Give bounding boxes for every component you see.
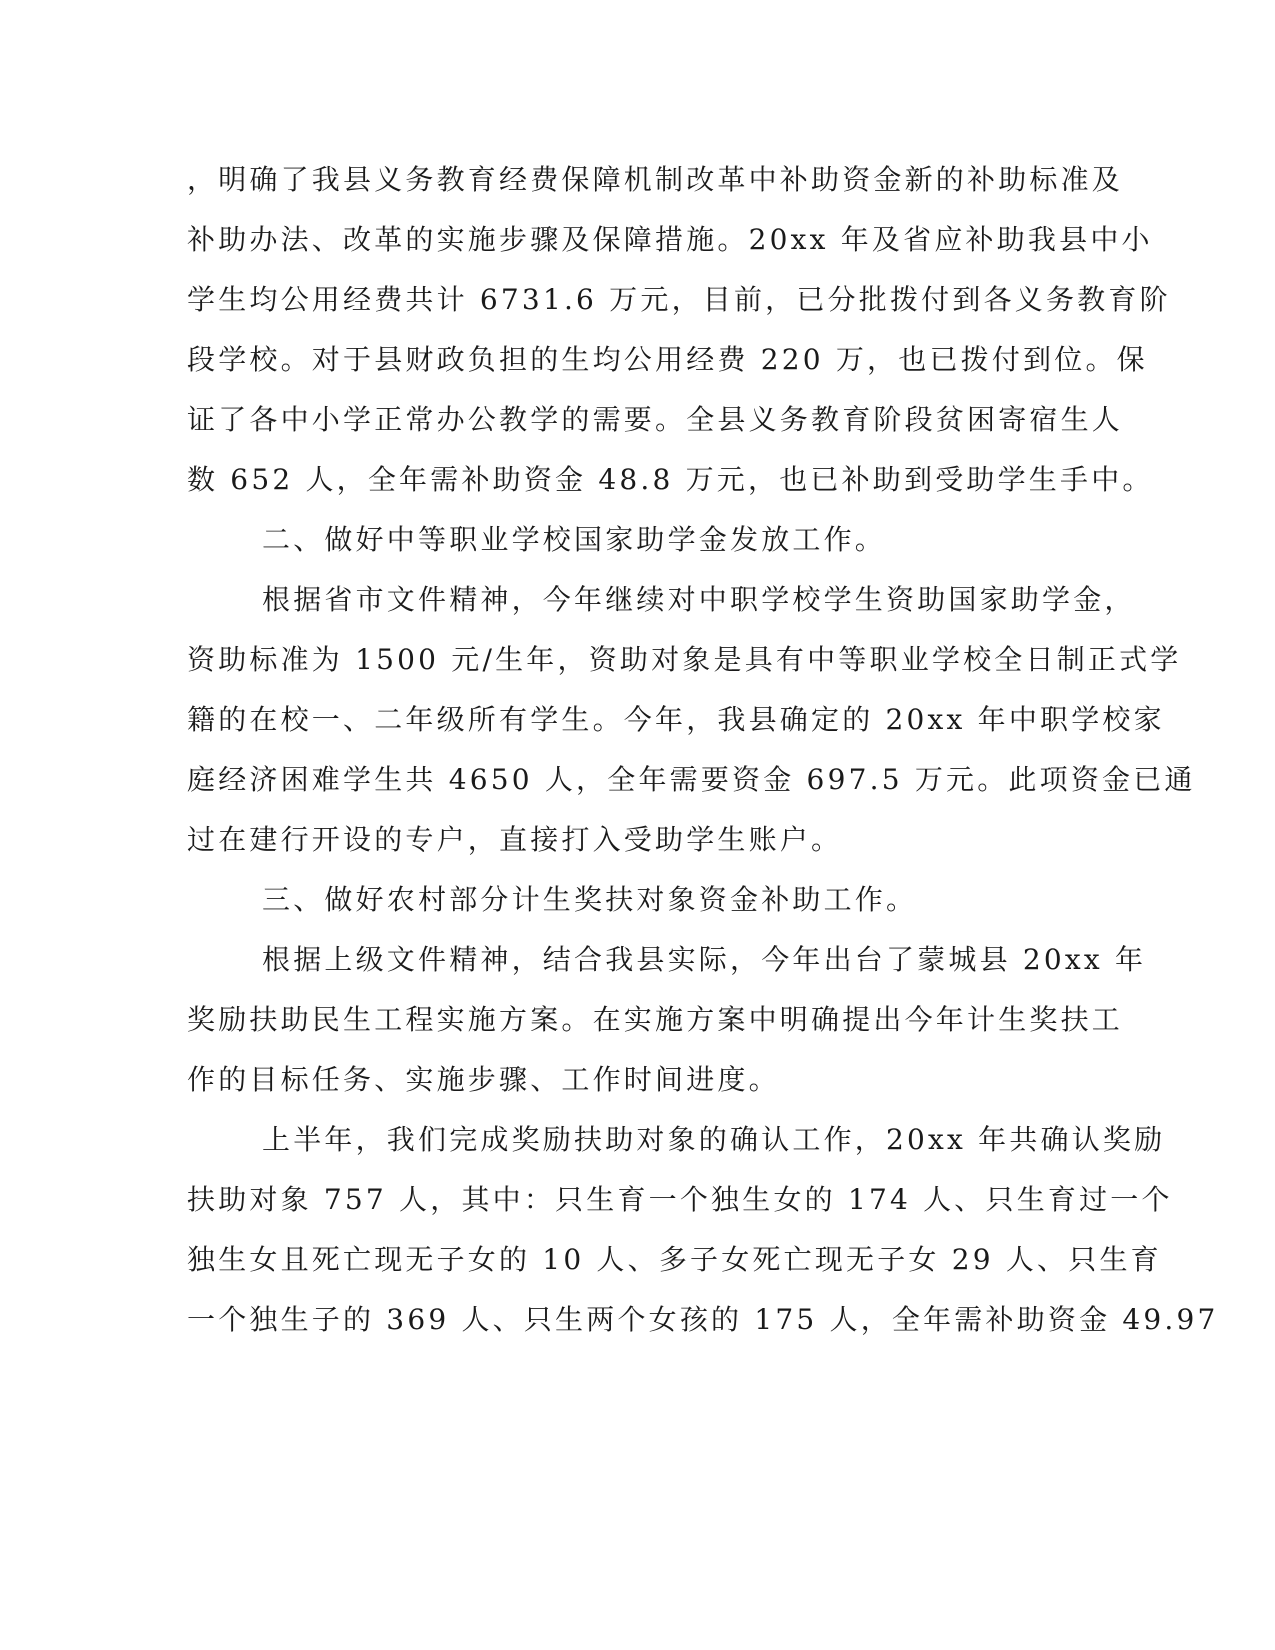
text-line: ，明确了我县义务教育经费保障机制改革中补助资金新的补助标准及 [187,163,1124,196]
text-line: 根据上级文件精神，结合我县实际，今年出台了蒙城县 20xx 年 [262,943,1147,976]
text-line: 奖励扶助民生工程实施方案。在实施方案中明确提出今年计生奖扶工 [187,1003,1124,1036]
text-line: 籍的在校一、二年级所有学生。今年，我县确定的 20xx 年中职学校家 [187,703,1165,736]
text-line: 段学校。对于县财政负担的生均公用经费 220 万，也已拨付到位。保 [187,343,1148,376]
text-line: 补助办法、改革的实施步骤及保障措施。20xx 年及省应补助我县中小 [187,223,1153,256]
text-line: 扶助对象 757 人，其中：只生育一个独生女的 174 人、只生育过一个 [187,1183,1173,1216]
text-line: 资助标准为 1500 元/生年，资助对象是具有中等职业学校全日制正式学 [187,643,1182,676]
text-line: 作的目标任务、实施步骤、工作时间进度。 [187,1063,780,1096]
text-line: 独生女且死亡现无子女的 10 人、多子女死亡现无子女 29 人、只生育 [187,1243,1162,1276]
section-heading: 二、做好中等职业学校国家助学金发放工作。 [262,523,887,556]
text-line: 过在建行开设的专户，直接打入受助学生账户。 [187,823,843,856]
text-line: 根据省市文件精神，今年继续对中职学校学生资助国家助学金， [262,583,1136,616]
text-line: 一个独生子的 369 人、只生两个女孩的 175 人，全年需补助资金 49.97 [187,1303,1219,1336]
text-line: 学生均公用经费共计 6731.6 万元，目前，已分批拨付到各义务教育阶 [187,283,1171,316]
text-line: 证了各中小学正常办公教学的需要。全县义务教育阶段贫困寄宿生人 [187,403,1124,436]
text-line: 上半年，我们完成奖励扶助对象的确认工作，20xx 年共确认奖励 [262,1123,1166,1156]
text-line: 庭经济困难学生共 4650 人，全年需要资金 697.5 万元。此项资金已通 [187,763,1196,796]
text-line: 数 652 人，全年需补助资金 48.8 万元，也已补助到受助学生手中。 [187,463,1154,496]
section-heading: 三、做好农村部分计生奖扶对象资金补助工作。 [262,883,918,916]
